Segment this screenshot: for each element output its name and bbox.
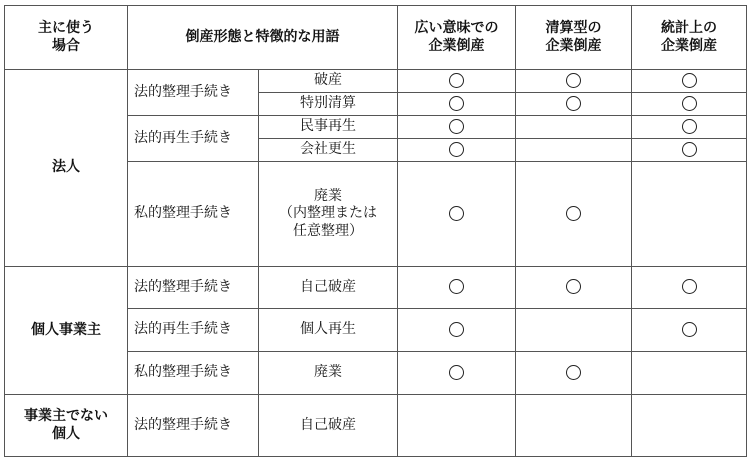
mark-statistical [632, 352, 747, 395]
circle-mark-icon [449, 96, 464, 111]
mark-statistical [632, 309, 747, 352]
mark-liquidation [516, 162, 632, 267]
mark-liquidation [516, 116, 632, 139]
mark-statistical [632, 162, 747, 267]
owner-individual-line1: 事業主でない [24, 408, 108, 424]
procedure-cell: 法的再生手続き [128, 309, 259, 352]
header-row [5, 6, 747, 70]
mark-wide [398, 70, 516, 93]
owner-individual-line2: 個人 [52, 425, 80, 442]
mark-liquidation [516, 139, 632, 162]
circle-mark-icon [682, 73, 697, 88]
procedure-cell: 私的整理手続き [128, 352, 259, 395]
mark-wide [398, 162, 516, 267]
mark-wide [398, 309, 516, 352]
header-owner-line1: 主に使う [38, 20, 94, 36]
header-terms: 倒産形態と特徴的な用語 [128, 6, 398, 70]
term-closure-line2: （内整理または [279, 205, 377, 222]
header-statistical [632, 6, 747, 70]
header-liquidation-line2: 企業倒産 [545, 37, 602, 54]
header-statistical-line1: 統計上の [661, 20, 717, 36]
mark-statistical [632, 93, 747, 116]
circle-mark-icon [682, 322, 697, 337]
circle-mark-icon [566, 73, 581, 88]
circle-mark-icon [449, 119, 464, 134]
mark-wide [398, 139, 516, 162]
term-cell: 会社更生 [259, 139, 398, 162]
mark-statistical [632, 70, 747, 93]
table-row [5, 267, 747, 309]
term-cell: 破産 [259, 70, 398, 93]
mark-liquidation [516, 70, 632, 93]
procedure-cell: 法的整理手続き [128, 267, 259, 309]
procedure-cell: 法的整理手続き [128, 395, 259, 457]
circle-mark-icon [566, 206, 581, 221]
mark-wide [398, 395, 516, 457]
header-statistical-line2: 企業倒産 [661, 37, 717, 54]
bankruptcy-table [4, 5, 747, 457]
header-liquidation-line1: 清算型の [545, 20, 602, 36]
circle-mark-icon [449, 322, 464, 337]
header-owner [5, 6, 128, 70]
mark-liquidation [516, 309, 632, 352]
mark-liquidation [516, 395, 632, 457]
owner-sole: 個人事業主 [5, 267, 128, 395]
term-cell: 自己破産 [259, 267, 398, 309]
mark-liquidation [516, 267, 632, 309]
mark-liquidation [516, 93, 632, 116]
circle-mark-icon [449, 73, 464, 88]
circle-mark-icon [682, 96, 697, 111]
header-owner-line2: 場合 [52, 37, 80, 54]
mark-liquidation [516, 352, 632, 395]
procedure-cell: 法的再生手続き [128, 116, 259, 162]
circle-mark-icon [682, 119, 697, 134]
mark-wide [398, 116, 516, 139]
circle-mark-icon [566, 365, 581, 380]
term-cell [259, 162, 398, 267]
procedure-cell: 私的整理手続き [128, 162, 259, 267]
header-wide [398, 6, 516, 70]
circle-mark-icon [682, 279, 697, 294]
term-cell: 民事再生 [259, 116, 398, 139]
owner-individual [5, 395, 128, 457]
term-closure-line3: 任意整理） [293, 222, 363, 239]
term-cell: 廃業 [259, 352, 398, 395]
circle-mark-icon [566, 279, 581, 294]
term-cell: 自己破産 [259, 395, 398, 457]
mark-wide [398, 93, 516, 116]
circle-mark-icon [566, 96, 581, 111]
mark-wide [398, 267, 516, 309]
term-closure-line1: 廃業 [314, 187, 342, 204]
mark-wide [398, 352, 516, 395]
mark-statistical [632, 267, 747, 309]
header-wide-line2: 企業倒産 [428, 37, 485, 54]
procedure-cell: 法的整理手続き [128, 70, 259, 116]
header-wide-line1: 広い意味での [414, 20, 499, 36]
mark-statistical [632, 395, 747, 457]
circle-mark-icon [449, 206, 464, 221]
table-row [5, 395, 747, 457]
mark-statistical [632, 116, 747, 139]
circle-mark-icon [449, 279, 464, 294]
header-liquidation [516, 6, 632, 70]
term-cell: 特別清算 [259, 93, 398, 116]
table-row [5, 70, 747, 93]
circle-mark-icon [682, 142, 697, 157]
mark-statistical [632, 139, 747, 162]
term-cell: 個人再生 [259, 309, 398, 352]
owner-corporation: 法人 [5, 70, 128, 267]
circle-mark-icon [449, 142, 464, 157]
circle-mark-icon [449, 365, 464, 380]
